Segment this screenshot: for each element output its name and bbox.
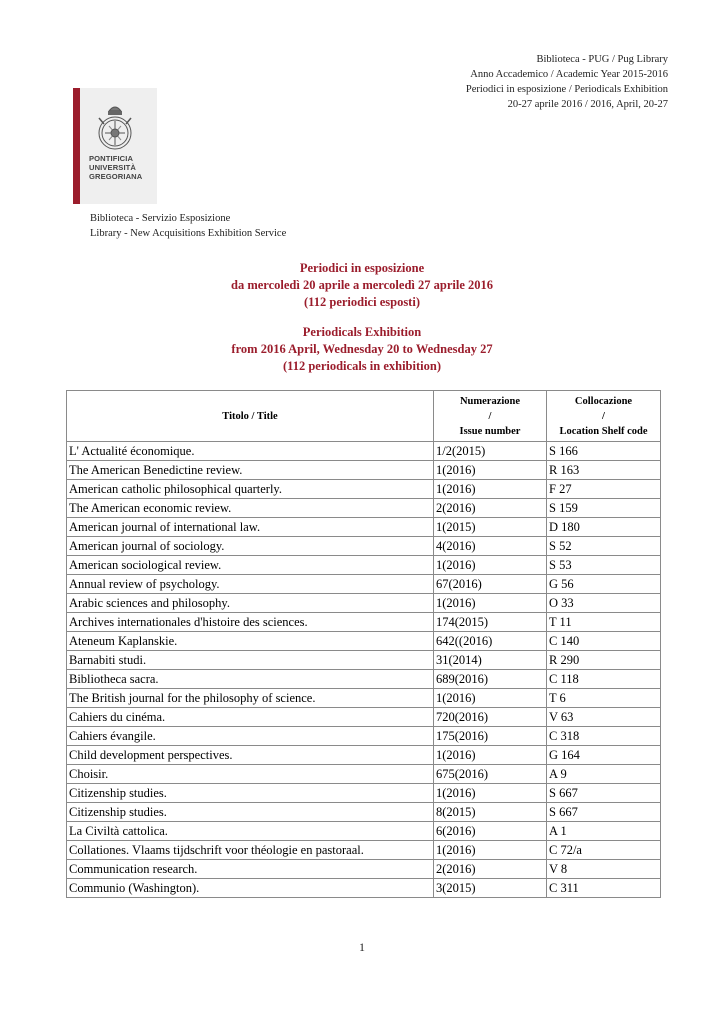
- cell-title: Collationes. Vlaams tijdschrift voor théologie en pastoraal.: [67, 841, 434, 860]
- logo-accent-bar: [73, 88, 80, 204]
- document-header: [466, 52, 668, 112]
- cell-issue-number: 675(2016): [434, 765, 547, 784]
- cell-title: La Civiltà cattolica.: [67, 822, 434, 841]
- table-row: [67, 632, 661, 651]
- cell-issue-number: 8(2015): [434, 803, 547, 822]
- table-row: [67, 708, 661, 727]
- title-italian: [0, 260, 724, 311]
- table-row: [67, 537, 661, 556]
- cell-title: American catholic philosophical quarterly.: [67, 480, 434, 499]
- cell-shelf-code: C 118: [547, 670, 661, 689]
- cell-shelf-code: S 667: [547, 803, 661, 822]
- cell-shelf-code: S 53: [547, 556, 661, 575]
- cell-issue-number: 175(2016): [434, 727, 547, 746]
- table-row: [67, 575, 661, 594]
- cell-shelf-code: G 56: [547, 575, 661, 594]
- table-row: [67, 841, 661, 860]
- table-row: [67, 556, 661, 575]
- table-row: [67, 442, 661, 461]
- cell-issue-number: 1(2016): [434, 556, 547, 575]
- title-it-line: (112 periodici esposti): [304, 295, 420, 309]
- table-row: [67, 784, 661, 803]
- header-line-academic-year: Anno Accademico / Academic Year 2015-2016: [470, 69, 668, 80]
- cell-title: Ateneum Kaplanskie.: [67, 632, 434, 651]
- table-row: [67, 803, 661, 822]
- cell-title: The American economic review.: [67, 499, 434, 518]
- cell-shelf-code: S 159: [547, 499, 661, 518]
- cell-title: L' Actualité économique.: [67, 442, 434, 461]
- cell-shelf-code: R 290: [547, 651, 661, 670]
- table-row: [67, 822, 661, 841]
- table-row: [67, 461, 661, 480]
- table-row: [67, 860, 661, 879]
- cell-shelf-code: G 164: [547, 746, 661, 765]
- service-line-it: Biblioteca - Servizio Esposizione: [90, 213, 231, 224]
- cell-title: Bibliotheca sacra.: [67, 670, 434, 689]
- table-row: [67, 613, 661, 632]
- header-line-dates: 20-27 aprile 2016 / 2016, April, 20-27: [507, 99, 668, 110]
- cell-title: Annual review of psychology.: [67, 575, 434, 594]
- cell-issue-number: 642((2016): [434, 632, 547, 651]
- cell-shelf-code: C 140: [547, 632, 661, 651]
- cell-title: Communio (Washington).: [67, 879, 434, 898]
- papal-seal-icon: [92, 102, 138, 152]
- column-header-shelf: Collocazione / Location Shelf code: [547, 391, 661, 442]
- cell-title: American journal of sociology.: [67, 537, 434, 556]
- table-row: [67, 594, 661, 613]
- title-en-line: (112 periodicals in exhibition): [282, 359, 441, 373]
- table-header-row: [67, 391, 661, 442]
- service-line-en: Library - New Acquisitions Exhibition Service: [90, 228, 287, 239]
- title-it-line: Periodici in esposizione: [299, 261, 425, 275]
- cell-issue-number: 4(2016): [434, 537, 547, 556]
- cell-title: Choisir.: [67, 765, 434, 784]
- cell-issue-number: 2(2016): [434, 499, 547, 518]
- cell-issue-number: 1(2016): [434, 689, 547, 708]
- university-logo: [73, 88, 157, 204]
- logo-wordmark: PONTIFICIA UNIVERSITÀ GREGORIANA: [89, 154, 143, 181]
- table-row: [67, 518, 661, 537]
- cell-issue-number: 31(2014): [434, 651, 547, 670]
- cell-title: Child development perspectives.: [67, 746, 434, 765]
- cell-title: Cahiers du cinéma.: [67, 708, 434, 727]
- cell-shelf-code: F 27: [547, 480, 661, 499]
- cell-shelf-code: O 33: [547, 594, 661, 613]
- cell-issue-number: 1(2016): [434, 841, 547, 860]
- cell-shelf-code: S 166: [547, 442, 661, 461]
- table-row: [67, 727, 661, 746]
- table-row: [67, 879, 661, 898]
- cell-shelf-code: A 9: [547, 765, 661, 784]
- cell-shelf-code: S 52: [547, 537, 661, 556]
- cell-issue-number: 1(2016): [434, 594, 547, 613]
- cell-shelf-code: C 311: [547, 879, 661, 898]
- cell-issue-number: 1(2016): [434, 746, 547, 765]
- cell-title: Cahiers évangile.: [67, 727, 434, 746]
- cell-issue-number: 1(2016): [434, 784, 547, 803]
- table-row: [67, 499, 661, 518]
- cell-issue-number: 2(2016): [434, 860, 547, 879]
- cell-issue-number: 1(2016): [434, 461, 547, 480]
- cell-shelf-code: C 318: [547, 727, 661, 746]
- cell-title: American journal of international law.: [67, 518, 434, 537]
- title-en-line: Periodicals Exhibition: [302, 325, 422, 339]
- periodicals-table: [66, 390, 661, 898]
- table-row: [67, 480, 661, 499]
- service-label: [90, 211, 286, 241]
- cell-shelf-code: V 8: [547, 860, 661, 879]
- cell-title: The American Benedictine review.: [67, 461, 434, 480]
- title-english: [0, 324, 724, 375]
- table-row: [67, 746, 661, 765]
- cell-title: Citizenship studies.: [67, 803, 434, 822]
- cell-issue-number: 6(2016): [434, 822, 547, 841]
- column-header-issue: Numerazione / Issue number: [434, 391, 547, 442]
- cell-issue-number: 3(2015): [434, 879, 547, 898]
- table-row: [67, 651, 661, 670]
- cell-shelf-code: V 63: [547, 708, 661, 727]
- cell-issue-number: 1/2(2015): [434, 442, 547, 461]
- table-row: [67, 689, 661, 708]
- title-it-line: da mercoledì 20 aprile a mercoledì 27 aprile 2016: [231, 278, 493, 292]
- cell-issue-number: 1(2015): [434, 518, 547, 537]
- cell-shelf-code: A 1: [547, 822, 661, 841]
- cell-issue-number: 720(2016): [434, 708, 547, 727]
- page-number: 1: [359, 940, 365, 954]
- cell-shelf-code: T 6: [547, 689, 661, 708]
- cell-shelf-code: S 667: [547, 784, 661, 803]
- cell-title: Barnabiti studi.: [67, 651, 434, 670]
- cell-title: Arabic sciences and philosophy.: [67, 594, 434, 613]
- cell-shelf-code: T 11: [547, 613, 661, 632]
- table-row: [67, 765, 661, 784]
- cell-issue-number: 67(2016): [434, 575, 547, 594]
- table-row: [67, 670, 661, 689]
- cell-title: Communication research.: [67, 860, 434, 879]
- header-line-library: Biblioteca - PUG / Pug Library: [536, 54, 668, 65]
- cell-shelf-code: R 163: [547, 461, 661, 480]
- cell-shelf-code: C 72/a: [547, 841, 661, 860]
- cell-shelf-code: D 180: [547, 518, 661, 537]
- column-header-title: Titolo / Title: [67, 391, 434, 442]
- cell-issue-number: 174(2015): [434, 613, 547, 632]
- cell-issue-number: 1(2016): [434, 480, 547, 499]
- cell-title: Citizenship studies.: [67, 784, 434, 803]
- cell-title: The British journal for the philosophy of science.: [67, 689, 434, 708]
- cell-title: American sociological review.: [67, 556, 434, 575]
- cell-issue-number: 689(2016): [434, 670, 547, 689]
- title-en-line: from 2016 April, Wednesday 20 to Wednesday 27: [231, 342, 493, 356]
- cell-title: Archives internationales d'histoire des sciences.: [67, 613, 434, 632]
- header-line-exhibition: Periodici in esposizione / Periodicals Exhibition: [465, 84, 668, 95]
